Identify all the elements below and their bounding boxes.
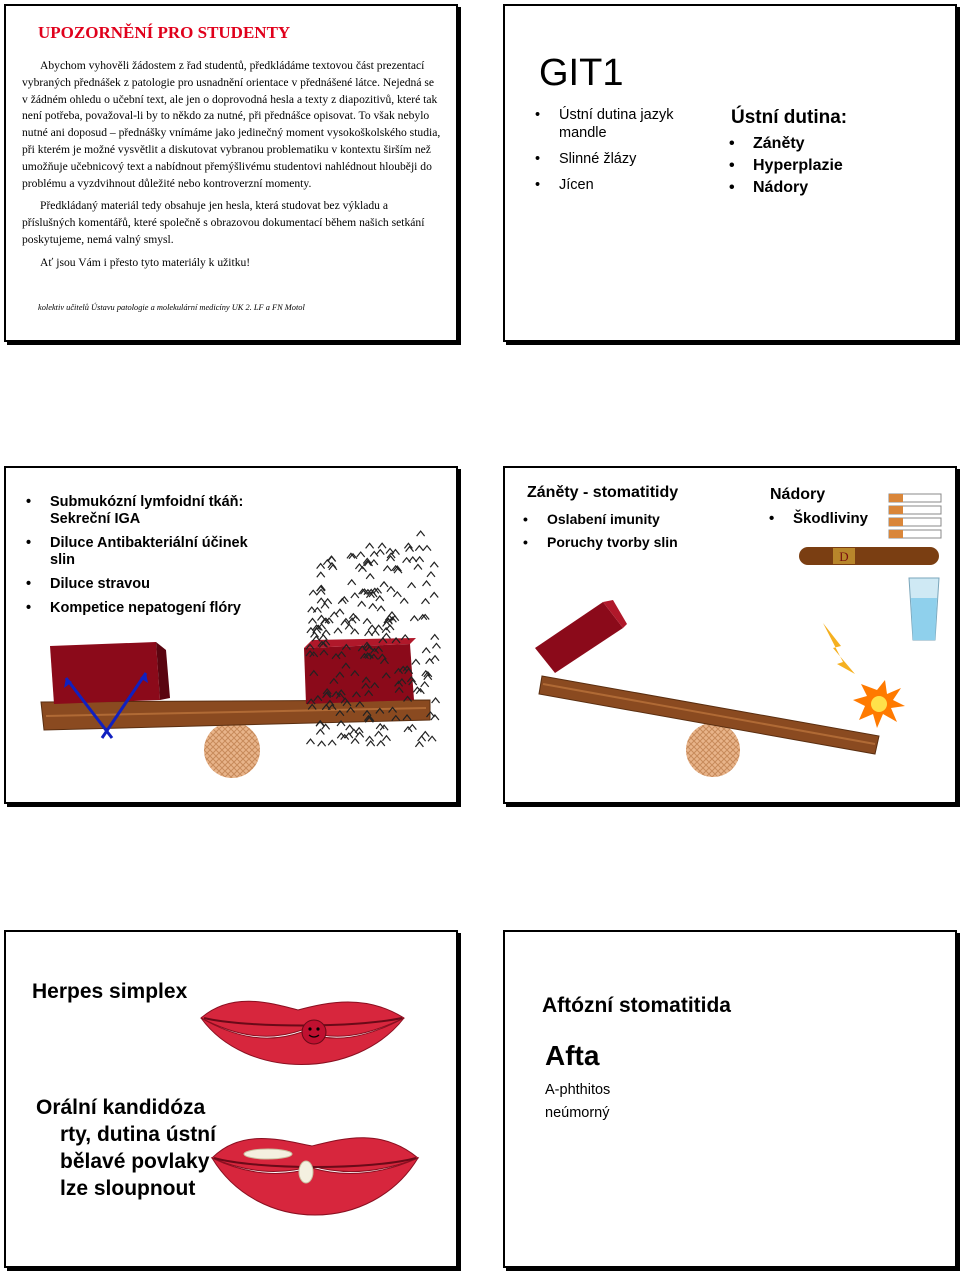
etymology-line: neúmorný [545, 1105, 610, 1121]
list-item: • Nádory [729, 177, 843, 199]
aphthous-title: Aftózní stomatitida [542, 994, 731, 1017]
list-item: • Diluce Antibakteriální účinek slin [26, 535, 276, 569]
water-glass-icon [909, 578, 939, 640]
fulcrum [204, 722, 260, 778]
lips-illustrations [6, 932, 460, 1270]
white-plaque [299, 1161, 313, 1183]
red-block [535, 602, 623, 673]
notice-paragraph-1: Abychom vyhověli žádostem z řad studentů, předkládáme textovou část prezentací vybraných přednášek z patologie pro usnadnění orientace v přednášené látce. Nejedná se v žádném ohledu o učební text, ale jen o doprovodná hesla a texty z diapozitivů, které tak není potřeba, považoval-li by to někdo za nutné, při přednášce opisovat. To však nebylo nutné ani doposud – přednášky vnímáme jako jedinečný moment vysokoškolského studia, při kterém je možné vysvětlit a diskutovat vybranou problematiku v kontextu širším než umožňuje učebnicový text a nabídnout přemýšlivému studentovi nahlédnout hlouběji do problému a vyzdvihnout důležité nebo kontroverzní momenty. [22, 59, 441, 190]
notice-paragraph-2: Předkládaný materiál tedy obsahuje jen hesla, která studovat bez výkladu a příslušných komentářů, které společně s obrazovou dokumentací během našich setkání poskytujeme, nemá valný smysl. [22, 199, 425, 246]
balance-illustration [6, 468, 460, 806]
candidiasis-title: Orální kandidóza [36, 1096, 206, 1119]
list-item: • Škodliviny [769, 510, 868, 527]
oral-cavity-heading: Ústní dutina: [731, 107, 848, 128]
notice-paragraph-3: Ať jsou Vám i přesto tyto materiály k užitku! [40, 255, 251, 269]
notice-footer: kolektiv učitelů Ústavu patologie a molekulární medicíny UK 2. LF a FN Motol [38, 303, 305, 312]
etymology-line: A-phthitos [545, 1082, 611, 1098]
candidiasis-line: bělavé povlaky [60, 1150, 210, 1173]
list-item: • Hyperplazie [729, 155, 843, 177]
herpes-title: Herpes simplex [32, 980, 188, 1003]
list-item: • Slinné žlázy [535, 150, 705, 168]
list-item: • Poruchy tvorby slin [523, 531, 678, 554]
white-plaque [244, 1149, 292, 1159]
list-item: • Submukózní lymfoidní tkáň: Sekreční IGA [26, 494, 276, 528]
lips-icon [212, 1138, 418, 1215]
stomatitis-heading: Záněty - stomatitidy [527, 484, 679, 501]
oral-cavity-list [729, 133, 843, 199]
afta-etymology [545, 1079, 610, 1125]
explosion-icon [853, 680, 905, 728]
slide-git1 [503, 4, 957, 342]
cigarettes-icon [889, 494, 941, 538]
notice-body [22, 58, 442, 278]
cigar-label: D [839, 549, 849, 564]
git1-title: GIT1 [539, 52, 624, 94]
list-item: • Kompetice nepatogení flóry [26, 600, 276, 617]
cigar-icon [799, 547, 939, 565]
left-red-block [50, 642, 160, 704]
notice-title: UPOZORNĚNÍ PRO STUDENTY [38, 23, 291, 42]
list-item: • Diluce stravou [26, 576, 276, 593]
tumors-heading: Nádory [770, 486, 826, 503]
fulcrum [686, 723, 740, 777]
git1-topic-list [535, 106, 705, 202]
candidiasis-line: lze sloupnout [60, 1177, 196, 1200]
list-item: • Jícen [535, 176, 705, 194]
slide-aphthous [503, 930, 957, 1268]
slide-herpes-candida [4, 930, 458, 1268]
risk-illustration [505, 468, 959, 806]
slide-notice [4, 4, 458, 342]
lips-icon [201, 1001, 404, 1064]
list-item: • Ústní dutina jazyk mandle [535, 106, 705, 142]
afta-title: Afta [545, 1040, 600, 1071]
slide-defense [4, 466, 458, 804]
herpes-lesion [302, 1020, 326, 1044]
lightning-icon [823, 623, 855, 674]
list-item: • Záněty [729, 133, 843, 155]
list-item: • Oslabení imunity [523, 508, 678, 531]
candidiasis-line: rty, dutina ústní [60, 1123, 216, 1146]
slide-inflammation-tumors [503, 466, 957, 804]
